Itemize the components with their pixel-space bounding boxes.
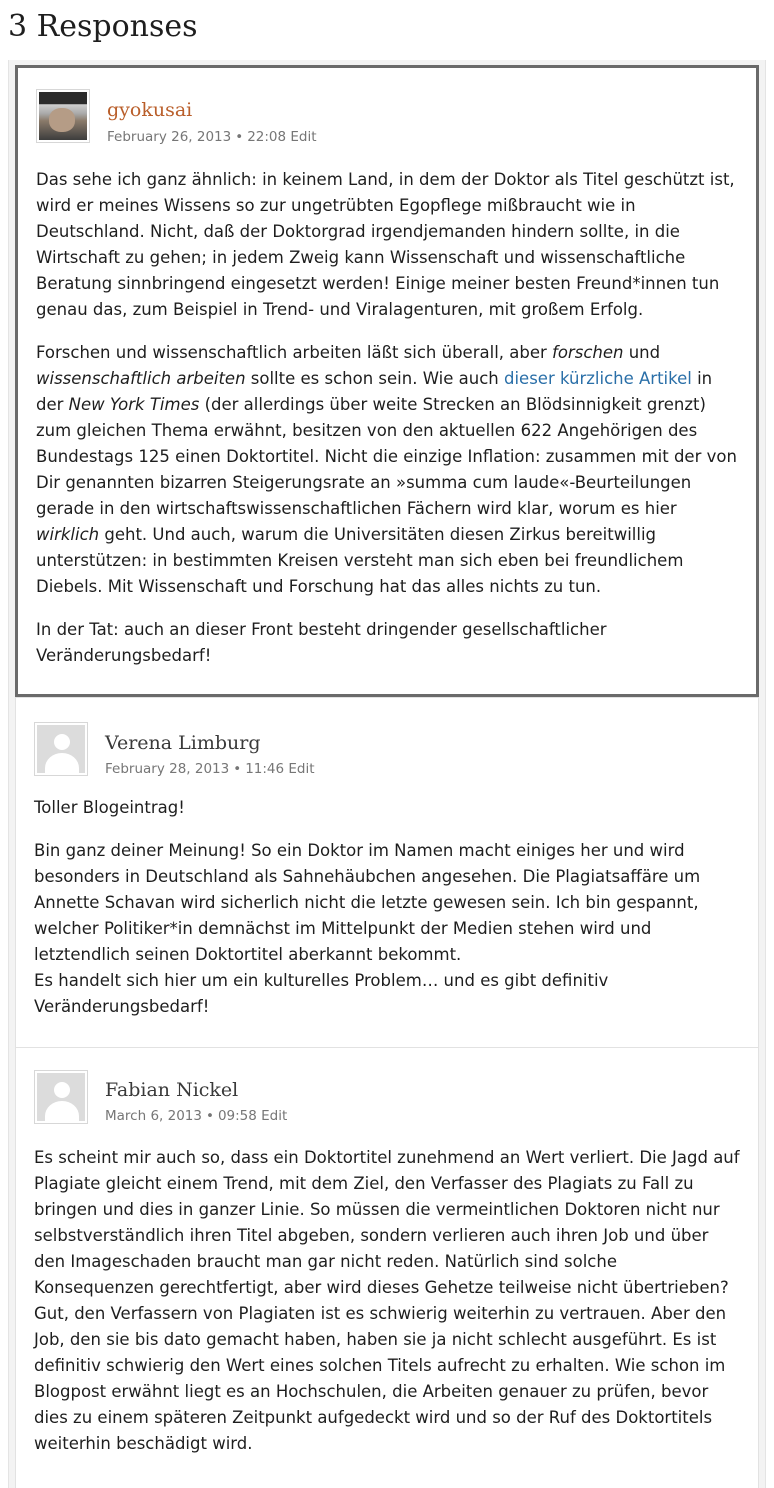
comments-heading: 3 Responses: [8, 9, 198, 44]
text-run: (der allerdings über weite Strecken an Blödsinnigkeit grenzt) zum gleichen Thema erwähnt, besitzen von den aktuellen 622 Angehörigen des Bundestags 125 einen Doktortitel. Nicht die einzige Inflation: zusammen mit der von Dir genannten bizarren Steigerungsrate an »summa cum laude«-Beurteilungen gerade in den wirtschaftswissenschaftlichen Fächern wird klar, worum es hier: [36, 395, 737, 518]
text-run: und: [623, 343, 661, 362]
meta-separator: •: [235, 129, 244, 145]
edit-link[interactable]: Edit: [288, 761, 315, 777]
comment-date[interactable]: February 26, 2013: [107, 129, 232, 145]
comment-paragraph: In der Tat: auch an dieser Front besteht dringender gesellschaftlicher Veränderungsbedarf!: [36, 620, 607, 665]
comment-paragraph: Es scheint mir auch so, dass ein Doktortitel zunehmend an Wert verliert. Die Jagd auf Plagiate gleicht einem Trend, mit dem Ziel, den Verfasser des Plagiats zu Fall zu bringen und dies in ganzer Linie. So müssen die vermeintlichen Doktoren nicht nur selbstverständlich ihren Titel abgeben, sondern verlieren auch ihren Job und über den Imageschaden braucht man gar nicht reden. Natürlich sind solche Konsequenzen gerechtfertigt, aber wird dieses Gehetze teilweise nicht übertrieben? Gut, den Verfassern von Plagiaten ist es schwierig weiterhin zu vertrauen. Aber den Job, den sie bis dato gemacht haben, haben sie ja nicht schlecht ausgeführt. Es ist definitiv schwierig den Wert eines solchen Titels aufrecht zu erhalten. Wie schon im Blogpost erwähnt liegt es an Hochschulen, die Arbeiten genauer zu prüfen, bevor dies zu einem späteren Zeitpunkt aufgedeckt wird und so der Ruf des Doktortitels weiterhin beschädigt wird.: [34, 1148, 740, 1453]
comment-content: [16, 1135, 758, 1457]
avatar-image: [39, 92, 87, 140]
comment-time[interactable]: 11:46: [245, 761, 285, 777]
emphasis-text: wissenschaftlich arbeiten: [36, 369, 246, 388]
comment-header: [18, 68, 756, 154]
avatar[interactable]: [36, 89, 90, 143]
meta-separator: •: [205, 1108, 214, 1124]
edit-link[interactable]: Edit: [290, 129, 317, 145]
text-run: sollte es schon sein. Wie auch: [245, 369, 504, 388]
comment-date[interactable]: March 6, 2013: [105, 1108, 202, 1124]
comment-paragraph: [34, 838, 740, 1020]
emphasis-text: forschen: [552, 343, 624, 362]
comment-item: [15, 697, 759, 1047]
text-run: geht. Und auch, warum die Universitäten diesen Zirkus bereitwillig unterstützen: in bestimmten Kreisen versteht man sich eben bei freundlichem Diebels. Mit Wissenschaft und Forschung hat das alles nichts zu tun.: [36, 525, 684, 596]
text-run: Bin ganz deiner Meinung! So ein Doktor im Namen macht einiges her und wird besonders in Deutschland als Sahnehäubchen angesehen. Die Plagiatsaffäre um Annette Schavan wird sicherlich nicht die letzte gewesen sein. Ich bin gespannt, welcher Politiker*in demnächst im Mittelpunkt der Medien stehen wird und letztendlich seinen Doktortitel aberkannt bekommt.: [34, 841, 701, 964]
comment-paragraph: [36, 340, 738, 600]
comment-time[interactable]: 22:08: [247, 129, 287, 145]
avatar[interactable]: [34, 1070, 88, 1124]
text-run: Forschen und wissenschaftlich arbeiten läßt sich überall, aber: [36, 343, 553, 362]
emphasis-text: wirklich: [36, 525, 100, 544]
comment-author-link[interactable]: gyokusai: [107, 99, 193, 121]
comment-header: [16, 1048, 758, 1135]
comment-content: [16, 785, 758, 1020]
comment-meta: [107, 129, 317, 145]
comment-list: [8, 60, 766, 1488]
text-run: in der: [36, 369, 713, 414]
comment-item: [15, 1047, 759, 1488]
comment-paragraph: Toller Blogeintrag!: [34, 798, 185, 817]
comment-meta: [105, 1108, 287, 1124]
default-avatar-icon: [37, 1073, 85, 1121]
comment-meta: [105, 761, 315, 777]
edit-link[interactable]: Edit: [261, 1108, 288, 1124]
comment-author: Fabian Nickel: [105, 1079, 239, 1101]
default-avatar-icon: [37, 725, 85, 773]
text-run: Es handelt sich hier um ein kulturelles Problem… und es gibt definitiv Veränderungsbedarf!: [34, 971, 609, 1016]
comment-time[interactable]: 09:58: [217, 1108, 257, 1124]
avatar[interactable]: [34, 722, 88, 776]
comment-header: [16, 698, 758, 785]
emphasis-text: New York Times: [68, 395, 200, 414]
comment-paragraph: Das sehe ich ganz ähnlich: in keinem Land, in dem der Doktor als Titel geschützt ist, wird er meines Wissens so zur ungetrübten Egopflege mißbraucht wie in Deutschland. Nicht, daß der Doktorgrad irgendjemanden hindern sollte, in die Wirtschaft zu gehen; in jedem Zweig kann Wissenschaft und wissenschaftliche Beratung sinnbringend eingesetzt werden! Einige meiner besten Freund*innen tun genau das, zum Beispiel in Trend- und Viralagenturen, mit großem Erfolg.: [36, 170, 735, 319]
comment-item: [15, 65, 759, 697]
comment-author: Verena Limburg: [105, 732, 261, 754]
article-link[interactable]: dieser kürzliche Artikel: [503, 369, 692, 388]
comment-content: [18, 154, 756, 669]
comment-date[interactable]: February 28, 2013: [105, 761, 230, 777]
meta-separator: •: [233, 761, 242, 777]
